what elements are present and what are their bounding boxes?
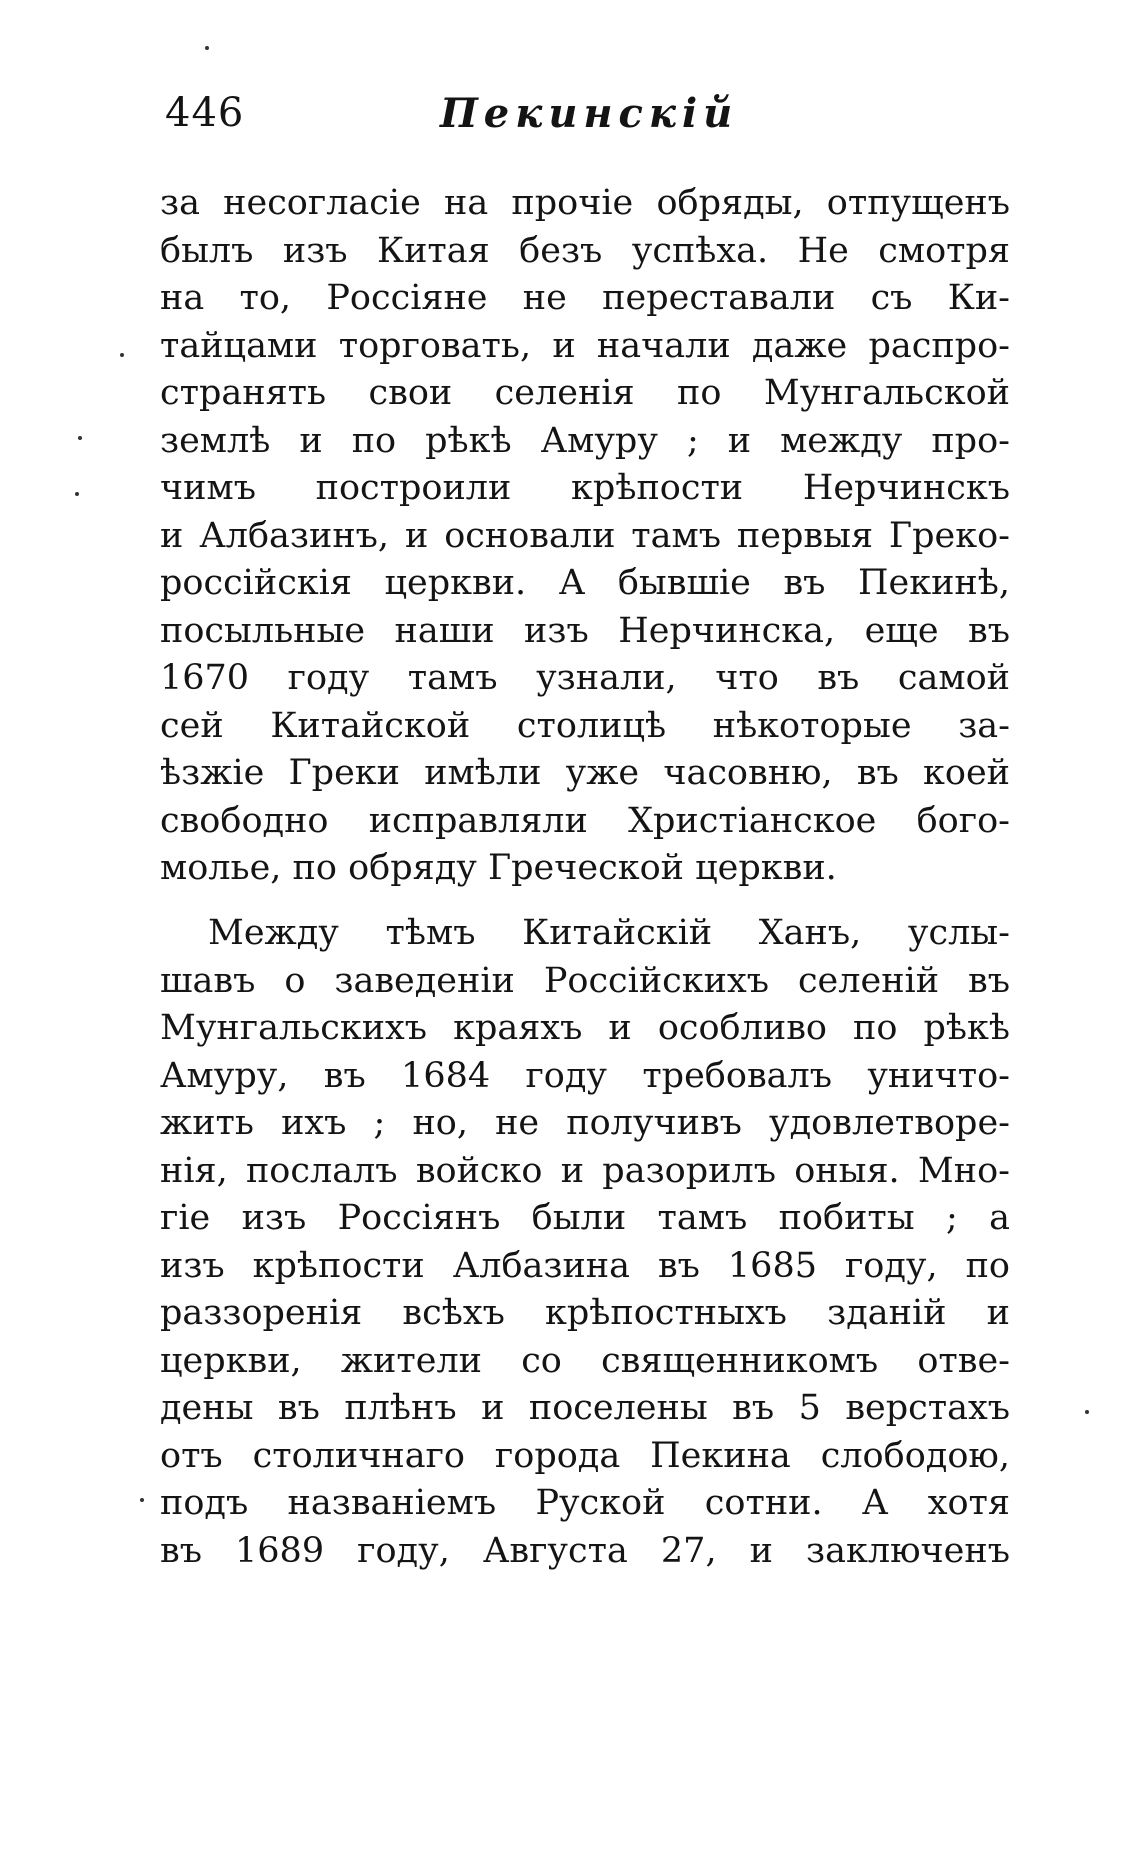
page-number: 446 [165, 90, 245, 136]
text-line: шавъ о заведеніи Россійскихъ селеній въ [160, 960, 1010, 1001]
text-line: землѣ и по рѣкѣ Амуру ; и между про- [160, 420, 1010, 461]
text-line: церкви, жители со священникомъ отве- [160, 1340, 1010, 1381]
print-speck [78, 436, 82, 440]
text-line: подъ названіемъ Руской сотни. А хотя [160, 1483, 1010, 1523]
running-title: Пекинскій [440, 90, 739, 137]
text-line: изъ крѣпости Албазина въ 1685 году, по [160, 1245, 1010, 1286]
text-line: нія, послалъ войско и разорилъ оныя. Мно- [160, 1150, 1010, 1191]
text-line: на то, Россіяне не переставали съ Ки- [160, 278, 1010, 318]
text-line: сей Китайской столицѣ нѣкоторые за- [160, 705, 1010, 746]
text-line: тайцами торговать, и начали даже распро- [160, 325, 1010, 366]
text-line: Амуру, въ 1684 году требовалъ уничто- [160, 1055, 1010, 1096]
paragraph-1 [160, 180, 1010, 893]
text-line: жить ихъ ; но, не получивъ удовлетворе- [160, 1103, 1010, 1143]
text-line: россійскія церкви. А бывшіе въ Пекинѣ, [160, 563, 1010, 603]
print-speck [1085, 1410, 1089, 1414]
text-line: странять свои селенія по Мунгальской [160, 373, 1010, 413]
text-line: отъ столичнаго города Пекина слободою, [160, 1435, 1010, 1476]
print-speck [140, 1498, 144, 1502]
print-speck [120, 353, 124, 357]
text-line: былъ изъ Китая безъ успѣха. Не смотря [160, 230, 1010, 271]
text-line: ѣзжіе Греки имѣли уже часовню, въ коей [160, 753, 1010, 793]
text-line: Между тѣмъ Китайскій Ханъ, услы- [208, 913, 1010, 953]
text-line: раззоренія всѣхъ крѣпостныхъ зданій и [160, 1293, 1010, 1333]
text-line: гіе изъ Россіянъ были тамъ побиты ; а [160, 1198, 1010, 1238]
text-line: за несогласіе на прочіе обряды, отпущенъ [160, 183, 1010, 223]
text-line: въ 1689 году, Августа 27, и заключенъ [160, 1530, 1010, 1571]
text-line: 1670 году тамъ узнали, что въ самой [160, 658, 1010, 698]
text-line: свободно исправляли Христіанское бого- [160, 800, 1010, 841]
text-line: чимъ построили крѣпости Нерчинскъ [160, 468, 1010, 508]
text-line: посыльные наши изъ Нерчинска, еще въ [160, 610, 1010, 651]
page-header [160, 90, 1010, 150]
print-speck [75, 492, 79, 496]
text-line: дены въ плѣнъ и поселены въ 5 верстахъ [160, 1388, 1010, 1428]
text-line: Мунгальскихъ краяхъ и особливо по рѣкѣ [160, 1008, 1010, 1048]
print-speck [205, 46, 209, 50]
paragraph-2 [160, 910, 1010, 1575]
text-line: и Албазинъ, и основали тамъ первыя Греко- [160, 515, 1010, 556]
text-line: молье, по обряду Греческой церкви. [160, 848, 837, 888]
